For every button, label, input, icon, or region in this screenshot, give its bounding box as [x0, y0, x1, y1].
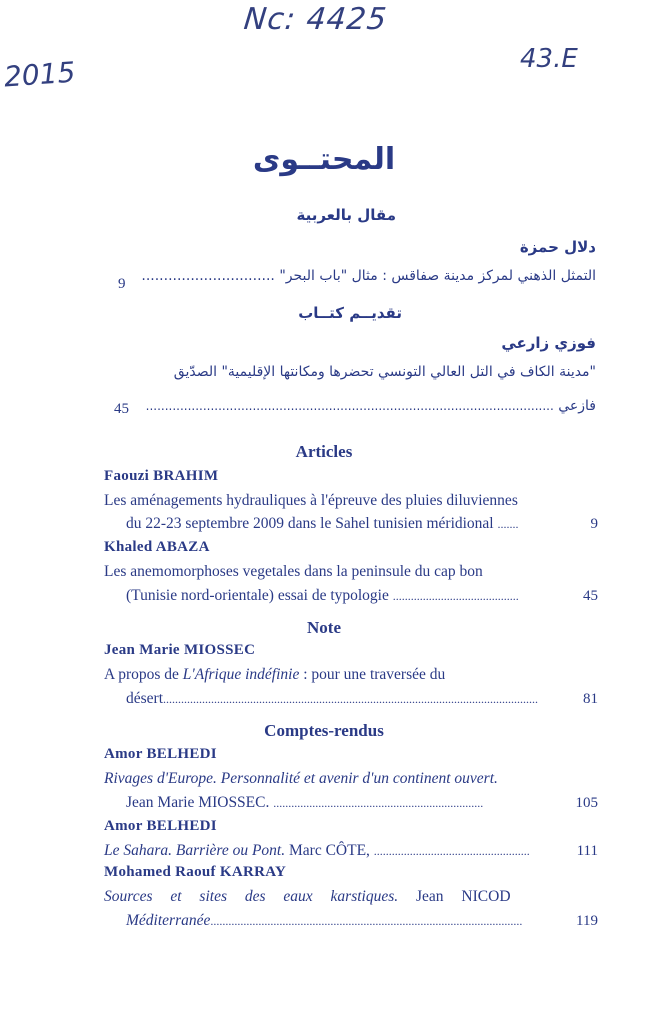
arabic-section-heading: مقال بالعربية	[296, 206, 396, 224]
page-number: 105	[575, 795, 598, 811]
handwritten-year: 2015	[2, 55, 77, 94]
page-number: 119	[576, 913, 598, 929]
review-author: Amor BELHEDI	[104, 818, 217, 834]
dot-leader: ...........................................................................................................	[145, 399, 554, 413]
article-title-line	[126, 587, 519, 605]
note-title-text: : pour une traversée du	[299, 666, 446, 683]
handwritten-reference: Nc: 4425	[242, 2, 389, 37]
article-title-text: du 22-23 septembre 2009 dans le Sahel tunisien méridional	[126, 515, 494, 532]
page-title: المحتــوى	[252, 142, 396, 177]
note-title-line	[104, 666, 445, 684]
book-section-heading: تقديــم كتــاب	[298, 304, 402, 322]
review-title-line	[126, 794, 483, 812]
arabic-author: فوزي زارعي	[501, 334, 596, 352]
review-title-line	[104, 842, 530, 860]
dot-leader: ..........................................	[392, 589, 519, 603]
review-title-line	[126, 912, 522, 930]
note-title-text: A propos de	[104, 666, 183, 683]
page-number: 45	[583, 588, 598, 604]
article-title-line: Les anemomorphoses vegetales dans la peninsule du cap bon	[104, 563, 483, 580]
note-heading: Note	[307, 618, 341, 637]
article-title-line: Les aménagements hydrauliques à l'épreuve des pluies diluviennes	[104, 492, 518, 509]
review-book-title: Sources et sites des eaux karstiques.	[104, 888, 399, 905]
handwritten-code: 43.E	[520, 44, 578, 74]
review-book-title: Méditerranée	[126, 912, 211, 929]
article-author: Faouzi BRAHIM	[104, 468, 219, 484]
page-number: 81	[583, 691, 598, 707]
dot-leader: .......	[497, 517, 519, 531]
note-book-title: L'Afrique indéfinie	[182, 666, 300, 683]
dot-leader: ..............................	[141, 268, 275, 284]
review-author: Amor BELHEDI	[104, 746, 217, 762]
page-number: 9	[590, 516, 598, 532]
arabic-entry-text: التمثل الذهني لمركز مدينة صفاقس : مثال "باب البحر"	[279, 268, 596, 284]
article-title-text: (Tunisie nord-orientale) essai de typologie	[126, 587, 389, 604]
dot-leader: .............................................................................................................................	[163, 692, 539, 706]
note-title-line	[126, 690, 538, 708]
note-title-text: désert	[126, 690, 164, 707]
dot-leader: ......................................................................	[273, 796, 484, 810]
article-author: Khaled ABAZA	[104, 539, 210, 555]
note-author: Jean Marie MIOSSEC	[104, 642, 256, 658]
page-number: 45	[114, 401, 129, 417]
dot-leader: ....................................................	[373, 844, 530, 858]
comptes-rendus-heading: Comptes-rendus	[264, 721, 384, 740]
articles-heading: Articles	[295, 442, 353, 461]
arabic-entry-title	[141, 268, 596, 284]
article-title-line	[126, 515, 519, 533]
arabic-entry-title: "مدينة الكاف في التل العالي التونسي تحضرها ومكانتها الإقليمية" الصدّيق	[173, 364, 596, 380]
review-title-text: Jean Marie MIOSSEC.	[126, 794, 270, 811]
review-title-line	[104, 888, 511, 906]
arabic-author: دلال حمزة	[519, 238, 596, 256]
review-title-text: Jean NICOD	[398, 888, 511, 905]
page-number: 111	[576, 843, 598, 859]
arabic-entry-continuation	[146, 398, 596, 414]
review-book-title: Le Sahara. Barrière ou Pont.	[104, 842, 286, 859]
review-title-line: Rivages d'Europe. Personnalité et avenir d'un continent ouvert.	[104, 770, 498, 787]
arabic-entry-text: فازعي	[558, 398, 596, 414]
review-title-text: Marc CÔTE,	[285, 842, 370, 859]
review-author: Mohamed Raouf KARRAY	[104, 864, 287, 880]
page-number: 9	[118, 276, 126, 292]
dot-leader: ........................................................................................................	[210, 914, 523, 928]
